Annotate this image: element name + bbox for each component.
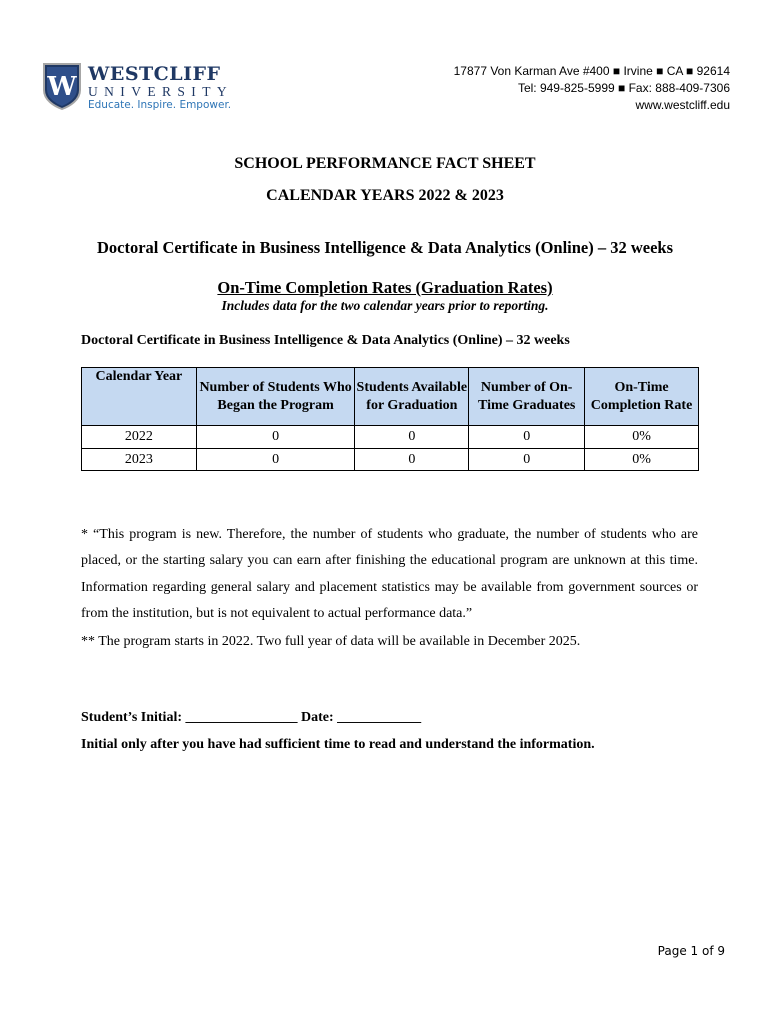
section-title: On-Time Completion Rates (Graduation Rates): [217, 278, 553, 297]
cell-available: 0: [355, 448, 469, 471]
cell-rate: 0%: [585, 426, 699, 449]
header-completion-rate: On-Time Completion Rate: [585, 368, 699, 426]
cell-began: 0: [196, 448, 355, 471]
program-title: Doctoral Certificate in Business Intelligence & Data Analytics (Online) – 32 weeks: [96, 238, 674, 257]
header-calendar-year: Calendar Year: [82, 368, 197, 426]
new-program-note: * “This program is new. Therefore, the number of students who graduate, the number of students who are placed, or the starting salary you can earn after finishing the educational program are unknown at this time. Information regarding general salary and placement statistics may be available from government sources or from the institution, but is not equivalent to actual performance data.”: [81, 527, 698, 622]
website-line: www.westcliff.edu: [635, 98, 730, 112]
logo-subname: UNIVERSITY: [88, 84, 233, 99]
logo-tagline: Educate. Inspire. Empower.: [88, 99, 232, 111]
phone-fax-line: Tel: 949-825-5999 ■ Fax: 888-409-7306: [517, 81, 730, 95]
cell-year: 2023: [82, 448, 197, 471]
student-initial-line: Student’s Initial: ________________ Date: ____________: [81, 710, 422, 725]
svg-text:W: W: [47, 72, 77, 102]
section-subtitle: Includes data for the two calendar years prior to reporting.: [221, 298, 549, 313]
university-logo: [40, 62, 233, 112]
address-block: [454, 63, 730, 114]
cell-year: 2022: [82, 426, 197, 449]
table-header-row: [82, 368, 699, 426]
initial-instruction: Initial only after you have had sufficient time to read and understand the information.: [81, 737, 595, 752]
header-on-time-graduates: Number of On-Time Graduates: [469, 368, 585, 426]
cell-graduates: 0: [469, 448, 585, 471]
completion-rates-table: [81, 367, 699, 471]
cell-graduates: 0: [469, 426, 585, 449]
shield-logo-icon: [42, 62, 82, 110]
fact-sheet-title: SCHOOL PERFORMANCE FACT SHEET: [234, 155, 536, 172]
page-number: Page 1 of 9: [657, 944, 725, 958]
table-row: [82, 426, 699, 449]
header-students-available: Students Available for Graduation: [355, 368, 469, 426]
cell-began: 0: [196, 426, 355, 449]
header-students-began: Number of Students Who Began the Program: [196, 368, 355, 426]
address-line: 17877 Von Karman Ave #400 ■ Irvine ■ CA ■ 92614: [453, 64, 730, 78]
cell-available: 0: [355, 426, 469, 449]
calendar-years-title: CALENDAR YEARS 2022 & 2023: [266, 187, 504, 204]
logo-name: WESTCLIFF: [88, 63, 221, 85]
program-start-note: ** The program starts in 2022. Two full year of data will be available in December 2025.: [81, 634, 581, 649]
table-row: [82, 448, 699, 471]
table-caption: Doctoral Certificate in Business Intelligence & Data Analytics (Online) – 32 weeks: [81, 333, 570, 348]
cell-rate: 0%: [585, 448, 699, 471]
